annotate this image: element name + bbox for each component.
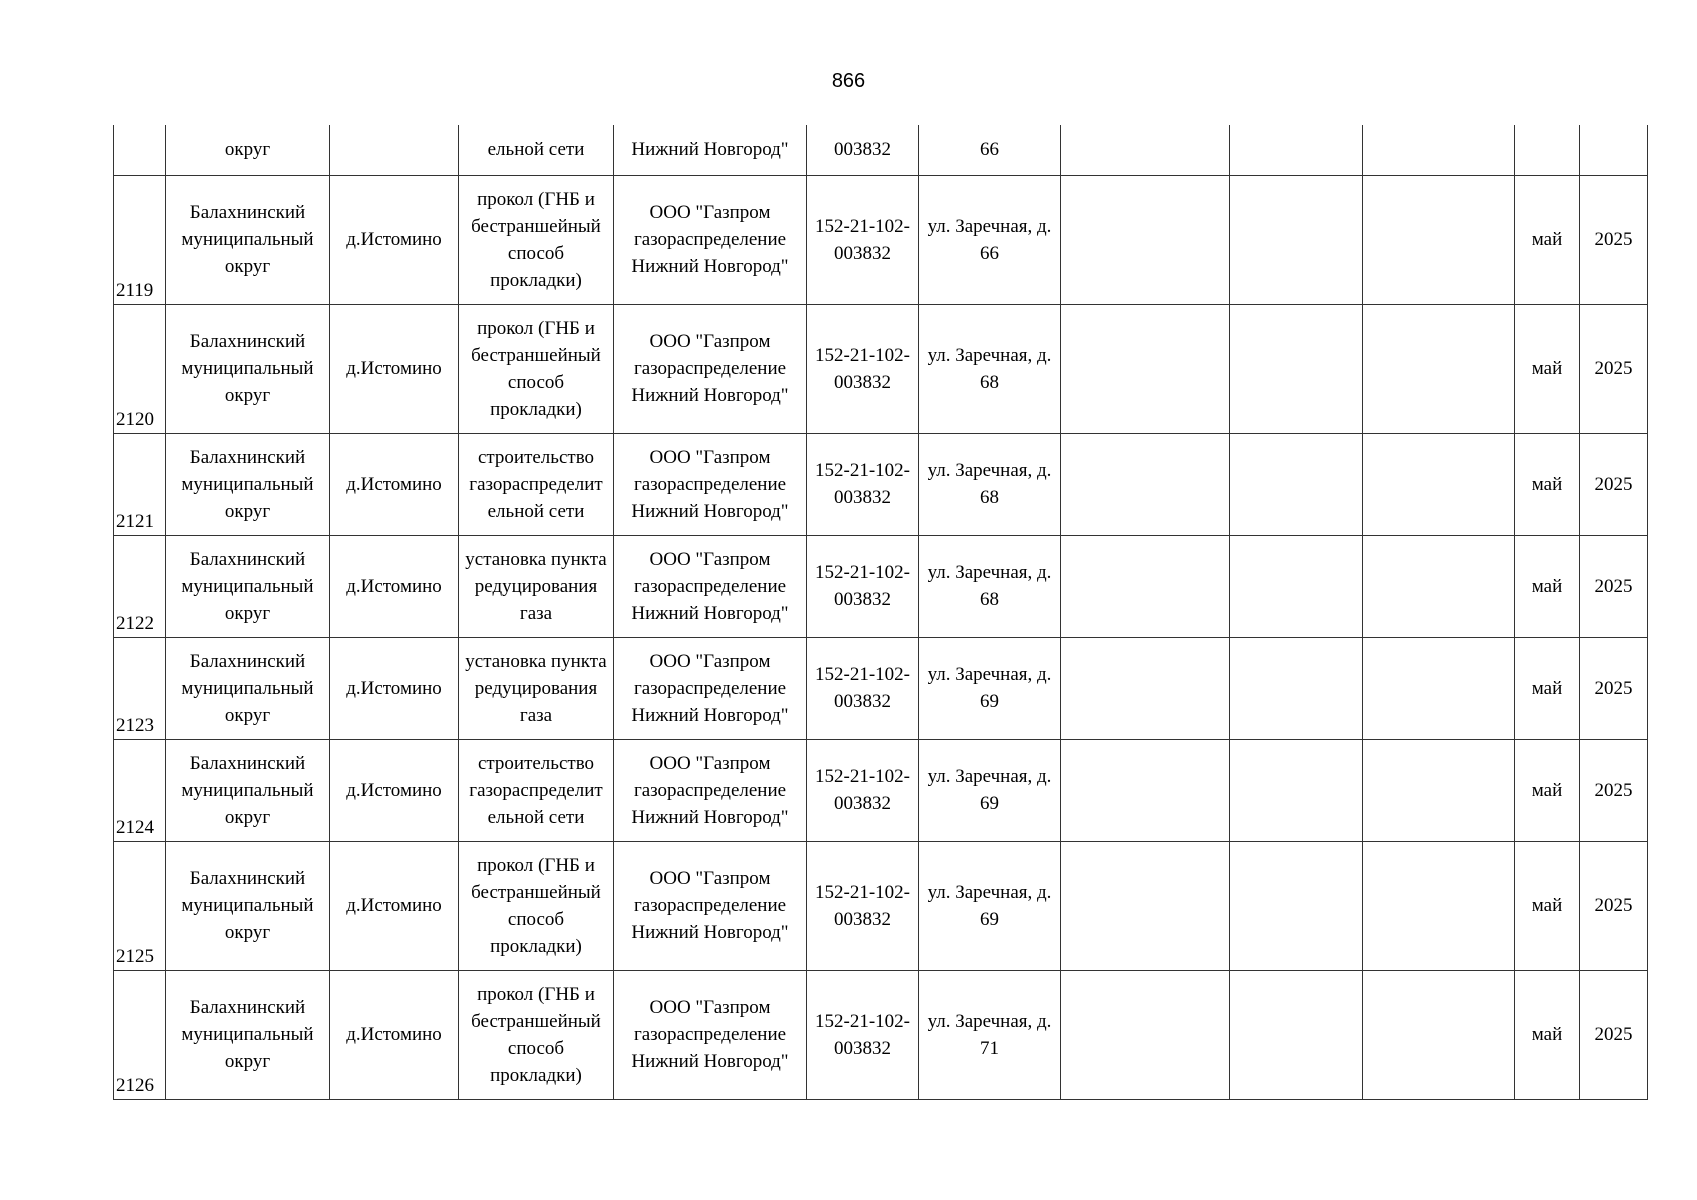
- cell-address: ул. Заречная, д. 68: [919, 433, 1061, 535]
- cell-district: Балахнинский муниципальный округ: [166, 841, 330, 970]
- cell-work-type: установка пункта редуцирования газа: [459, 535, 614, 637]
- cell-company: ООО "Газпром газораспределение Нижний Новгород": [614, 841, 807, 970]
- cell-empty: [1230, 637, 1363, 739]
- cell-number: 2124: [114, 739, 166, 841]
- cell-locality: д.Истомино: [330, 433, 459, 535]
- cell-company: ООО "Газпром газораспределение Нижний Новгород": [614, 739, 807, 841]
- cell-number: 2126: [114, 970, 166, 1099]
- cell-locality: д.Истомино: [330, 535, 459, 637]
- cell-district: Балахнинский муниципальный округ: [166, 535, 330, 637]
- cell-empty: [1230, 433, 1363, 535]
- cell-year: 2025: [1580, 535, 1648, 637]
- cell-year: 2025: [1580, 637, 1648, 739]
- cell-empty: [1230, 970, 1363, 1099]
- cell-year: 2025: [1580, 433, 1648, 535]
- cell-empty: [1061, 175, 1230, 304]
- table-row: [114, 535, 1648, 637]
- continuation-row: [114, 125, 1648, 175]
- cell-permit-id: 152-21-102-003832: [807, 175, 919, 304]
- cell-work-type: строительство газораспределит ельной сети: [459, 433, 614, 535]
- cell-number: 2123: [114, 637, 166, 739]
- cell-month: май: [1515, 970, 1580, 1099]
- cell-empty: [1363, 125, 1515, 175]
- cell-district: Балахнинский муниципальный округ: [166, 970, 330, 1099]
- page-number: 866: [831, 70, 866, 92]
- cell-locality: д.Истомино: [330, 175, 459, 304]
- cell-address: ул. Заречная, д. 68: [919, 304, 1061, 433]
- cell-address: ул. Заречная, д. 69: [919, 637, 1061, 739]
- cell-locality: д.Истомино: [330, 739, 459, 841]
- table-row: [114, 841, 1648, 970]
- cell-company: ООО "Газпром газораспределение Нижний Новгород": [614, 637, 807, 739]
- cell-month: [1515, 125, 1580, 175]
- cell-empty: [1230, 535, 1363, 637]
- cell-district: Балахнинский муниципальный округ: [166, 433, 330, 535]
- cell-empty: [1061, 125, 1230, 175]
- cell-month: май: [1515, 433, 1580, 535]
- cell-locality: [330, 125, 459, 175]
- cell-number: 2120: [114, 304, 166, 433]
- cell-empty: [1061, 433, 1230, 535]
- cell-empty: [1363, 637, 1515, 739]
- cell-permit-id: 152-21-102-003832: [807, 535, 919, 637]
- cell-month: май: [1515, 841, 1580, 970]
- cell-empty: [1061, 637, 1230, 739]
- cell-work-type: прокол (ГНБ и бестраншейный способ прокладки): [459, 304, 614, 433]
- cell-company: ООО "Газпром газораспределение Нижний Новгород": [614, 304, 807, 433]
- cell-work-type: прокол (ГНБ и бестраншейный способ прокладки): [459, 175, 614, 304]
- cell-empty: [1363, 433, 1515, 535]
- cell-year: [1580, 125, 1648, 175]
- cell-number: [114, 125, 166, 175]
- cell-number: 2122: [114, 535, 166, 637]
- cell-permit-id: 152-21-102-003832: [807, 433, 919, 535]
- cell-locality: д.Истомино: [330, 304, 459, 433]
- cell-number: 2121: [114, 433, 166, 535]
- cell-permit-id: 152-21-102-003832: [807, 739, 919, 841]
- cell-number: 2125: [114, 841, 166, 970]
- cell-permit-id: 152-21-102-003832: [807, 841, 919, 970]
- cell-empty: [1061, 841, 1230, 970]
- cell-address: 66: [919, 125, 1061, 175]
- cell-address: ул. Заречная, д. 71: [919, 970, 1061, 1099]
- cell-empty: [1363, 841, 1515, 970]
- cell-address: ул. Заречная, д. 69: [919, 841, 1061, 970]
- cell-company: Нижний Новгород": [614, 125, 807, 175]
- cell-address: ул. Заречная, д. 66: [919, 175, 1061, 304]
- table-body: [114, 125, 1648, 1099]
- cell-address: ул. Заречная, д. 69: [919, 739, 1061, 841]
- cell-company: ООО "Газпром газораспределение Нижний Новгород": [614, 175, 807, 304]
- cell-empty: [1363, 535, 1515, 637]
- cell-empty: [1230, 739, 1363, 841]
- cell-company: ООО "Газпром газораспределение Нижний Новгород": [614, 535, 807, 637]
- cell-empty: [1230, 304, 1363, 433]
- cell-address: ул. Заречная, д. 68: [919, 535, 1061, 637]
- cell-year: 2025: [1580, 175, 1648, 304]
- cell-work-type: ельной сети: [459, 125, 614, 175]
- cell-company: ООО "Газпром газораспределение Нижний Новгород": [614, 970, 807, 1099]
- cell-empty: [1061, 970, 1230, 1099]
- cell-district: Балахнинский муниципальный округ: [166, 175, 330, 304]
- cell-empty: [1363, 304, 1515, 433]
- cell-district: округ: [166, 125, 330, 175]
- register-table: [113, 125, 1648, 1100]
- cell-empty: [1230, 125, 1363, 175]
- cell-locality: д.Истомино: [330, 637, 459, 739]
- cell-permit-id: 152-21-102-003832: [807, 637, 919, 739]
- cell-month: май: [1515, 535, 1580, 637]
- cell-year: 2025: [1580, 970, 1648, 1099]
- cell-permit-id: 003832: [807, 125, 919, 175]
- cell-locality: д.Истомино: [330, 970, 459, 1099]
- cell-locality: д.Истомино: [330, 841, 459, 970]
- cell-month: май: [1515, 304, 1580, 433]
- cell-work-type: строительство газораспределит ельной сети: [459, 739, 614, 841]
- cell-month: май: [1515, 739, 1580, 841]
- cell-year: 2025: [1580, 841, 1648, 970]
- cell-district: Балахнинский муниципальный округ: [166, 304, 330, 433]
- table-row: [114, 739, 1648, 841]
- cell-empty: [1061, 739, 1230, 841]
- table-row: [114, 175, 1648, 304]
- cell-district: Балахнинский муниципальный округ: [166, 739, 330, 841]
- cell-year: 2025: [1580, 739, 1648, 841]
- table-row: [114, 433, 1648, 535]
- table-row: [114, 304, 1648, 433]
- cell-empty: [1230, 175, 1363, 304]
- cell-empty: [1230, 841, 1363, 970]
- cell-work-type: прокол (ГНБ и бестраншейный способ прокладки): [459, 841, 614, 970]
- cell-permit-id: 152-21-102-003832: [807, 970, 919, 1099]
- cell-month: май: [1515, 637, 1580, 739]
- cell-empty: [1363, 970, 1515, 1099]
- cell-empty: [1061, 304, 1230, 433]
- cell-number: 2119: [114, 175, 166, 304]
- cell-district: Балахнинский муниципальный округ: [166, 637, 330, 739]
- cell-work-type: установка пункта редуцирования газа: [459, 637, 614, 739]
- cell-month: май: [1515, 175, 1580, 304]
- cell-company: ООО "Газпром газораспределение Нижний Новгород": [614, 433, 807, 535]
- cell-empty: [1363, 175, 1515, 304]
- cell-empty: [1061, 535, 1230, 637]
- table-row: [114, 637, 1648, 739]
- cell-year: 2025: [1580, 304, 1648, 433]
- table-row: [114, 970, 1648, 1099]
- cell-empty: [1363, 739, 1515, 841]
- cell-work-type: прокол (ГНБ и бестраншейный способ прокладки): [459, 970, 614, 1099]
- cell-permit-id: 152-21-102-003832: [807, 304, 919, 433]
